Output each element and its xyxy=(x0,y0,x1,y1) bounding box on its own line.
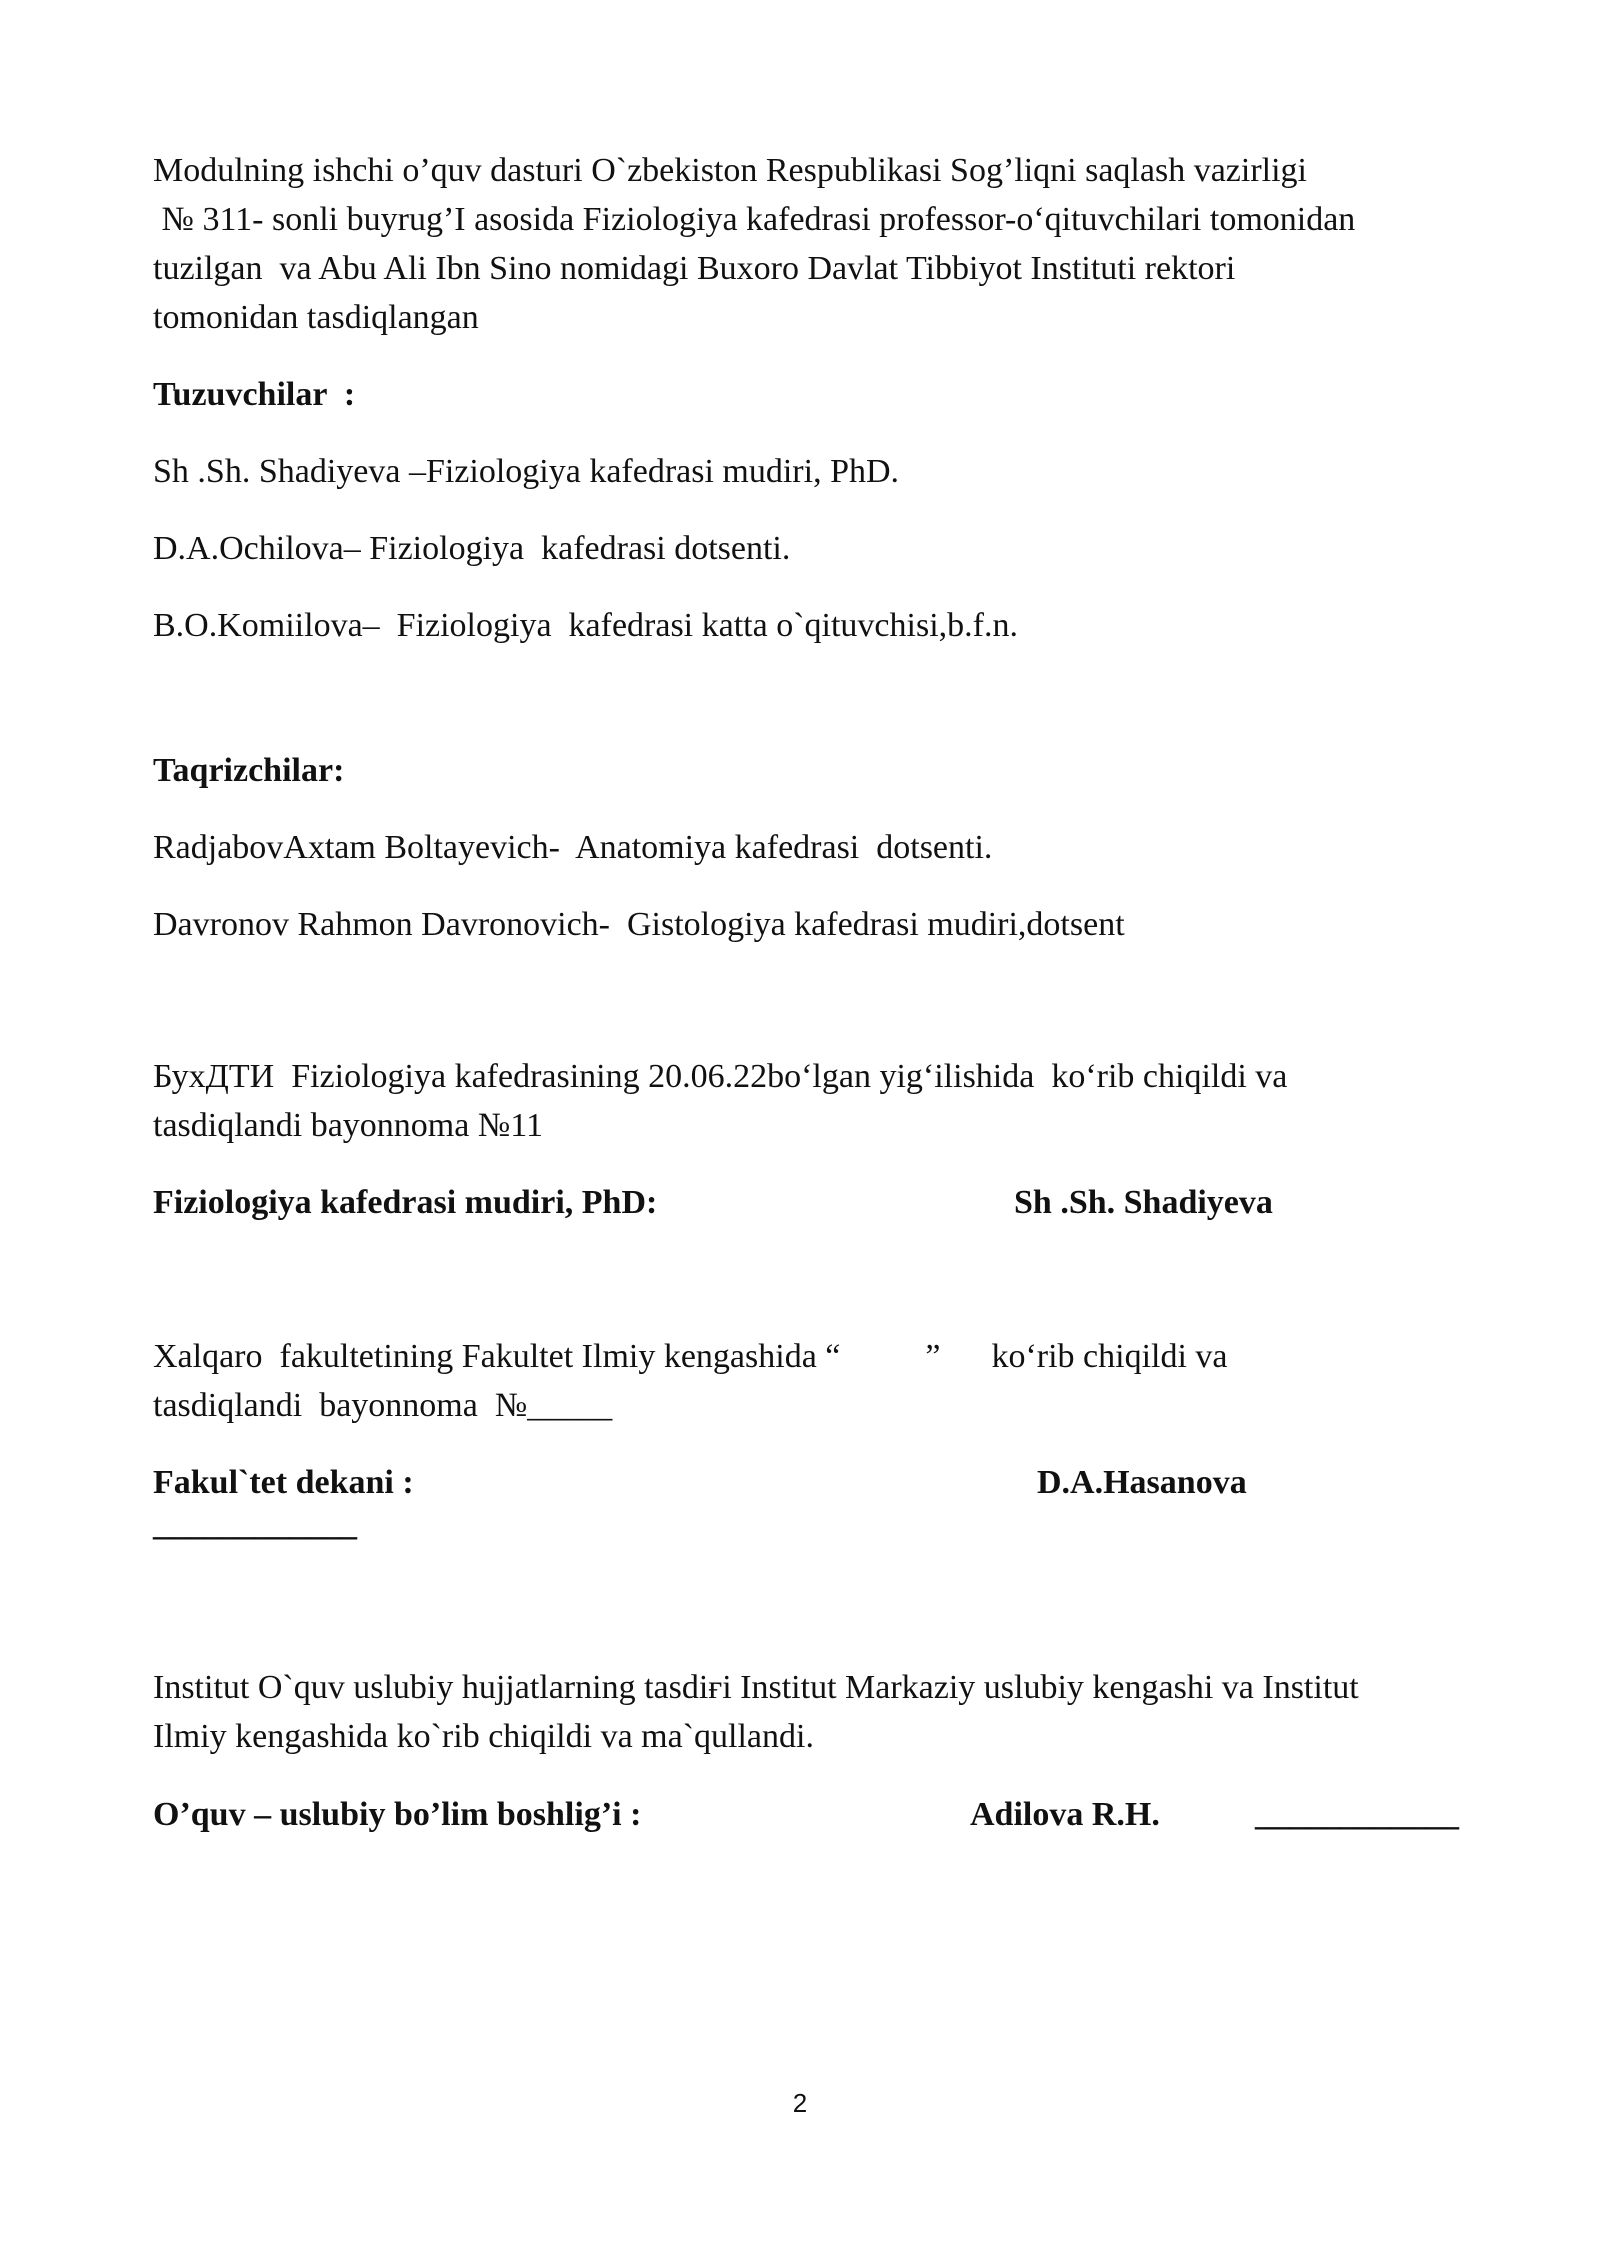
institute-approval-line-1: Institut O`quv uslubiy hujjatlarning tasdiғi Institut Markaziy uslubiy kengashi va Institut xyxy=(153,1669,1359,1706)
methodology-head-name: Adilova R.H. xyxy=(970,1796,1160,1833)
intro-line-3: tuzilgan va Abu Ali Ibn Sino nomidagi Buxoro Davlat Tibbiyot Instituti rektori xyxy=(153,250,1236,287)
author-2: D.A.Ochilova– Fiziologiya kafedrasi dotsenti. xyxy=(153,530,791,567)
intro-line-4: tomonidan tasdiqlangan xyxy=(153,299,479,336)
department-head-title: Fiziologiya kafedrasi mudiri, PhD: xyxy=(153,1184,658,1221)
dean-signature-line: ____________ xyxy=(153,1506,357,1543)
methodology-head-signature-line: ____________ xyxy=(1255,1796,1459,1833)
dean-title: Fakul`tet dekani : xyxy=(153,1464,414,1501)
reviewers-heading: Taqrizchilar: xyxy=(153,752,345,789)
faculty-approval-line-2: tasdiqlandi bayonnoma №_____ xyxy=(153,1387,613,1424)
department-approval-line-2: tasdiqlandi bayonnoma №11 xyxy=(153,1107,544,1144)
department-approval-line-1: БухДТИ Fiziologiya kafedrasining 20.06.22bo‘lgan yig‘ilishida ko‘rib chiqildi va xyxy=(153,1058,1288,1095)
author-3: B.O.Komiilova– Fiziologiya kafedrasi katta o`qituvchisi,b.f.n. xyxy=(153,607,1018,644)
authors-heading: Tuzuvchilar : xyxy=(153,376,356,413)
page-number: 2 xyxy=(792,2088,808,2118)
dean-name: D.A.Hasanova xyxy=(1037,1464,1247,1501)
intro-line-1: Modulning ishchi o’quv dasturi O`zbekiston Respublikasi Sog’liqni saqlash vazirligi xyxy=(153,152,1307,189)
reviewer-1: RadjabovAxtam Boltayevich- Anatomiya kafedrasi dotsenti. xyxy=(153,829,993,866)
methodology-head-title: O’quv – uslubiy bo’lim boshlig’i : xyxy=(153,1796,642,1833)
reviewer-2: Davronov Rahmon Davronovich- Gistologiya kafedrasi mudiri,dotsent xyxy=(153,906,1125,943)
faculty-approval-line-1: Xalqaro fakultetining Fakultet Ilmiy kengashida “ ” ko‘rib chiqildi va xyxy=(153,1338,1228,1375)
department-head-name: Sh .Sh. Shadiyeva xyxy=(1014,1184,1273,1221)
author-1: Sh .Sh. Shadiyeva –Fiziologiya kafedrasi mudiri, PhD. xyxy=(153,453,900,490)
intro-line-2: № 311- sonli buyrug’I asosida Fiziologiya kafedrasi professor-o‘qituvchilari tomonidan xyxy=(153,201,1356,238)
institute-approval-line-2: Ilmiy kengashida ko`rib chiqildi va ma`qullandi. xyxy=(153,1718,814,1755)
